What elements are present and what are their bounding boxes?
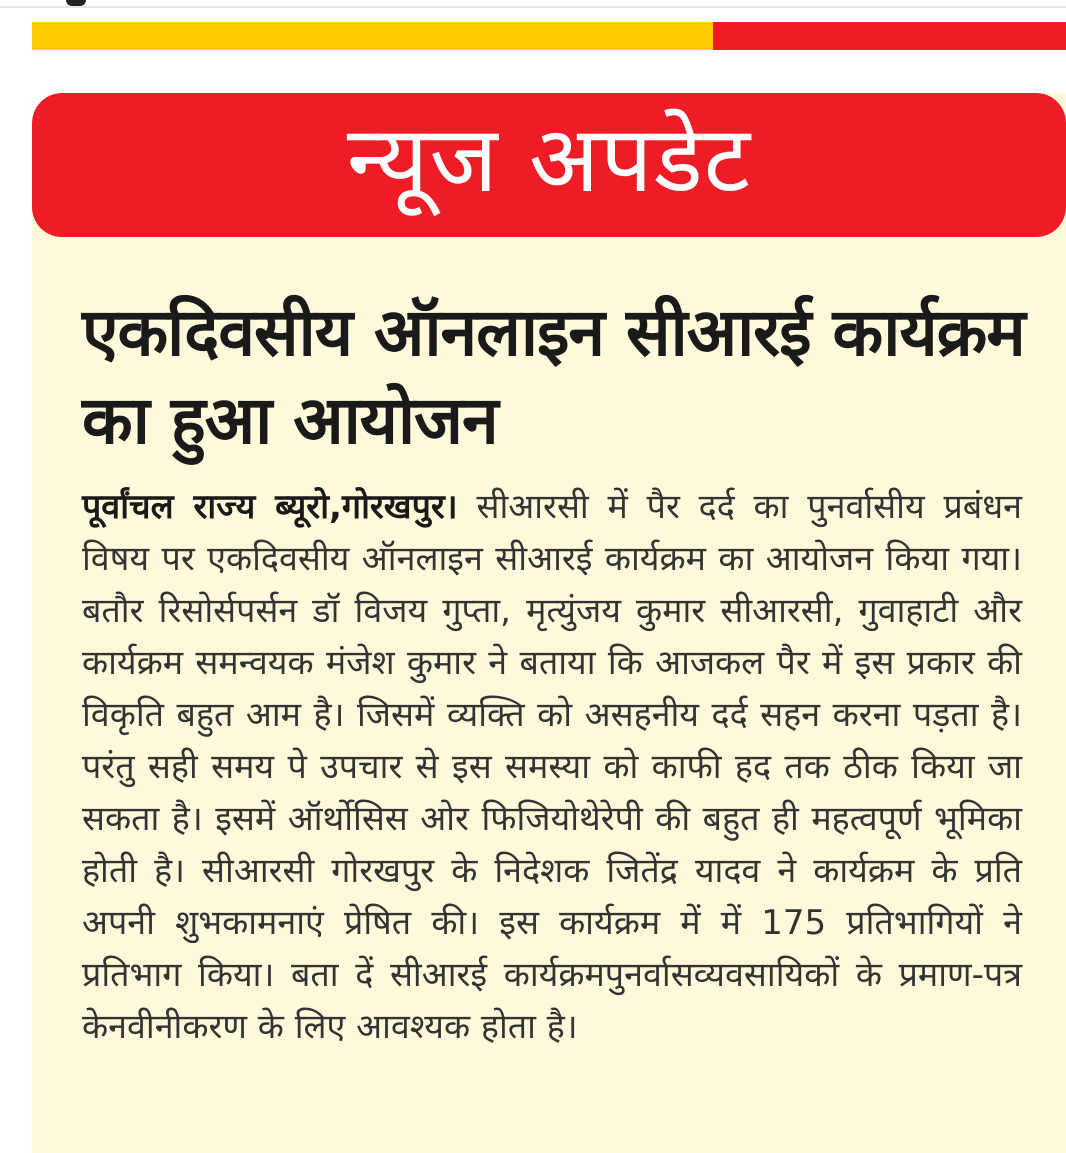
top-divider [0, 6, 1066, 8]
section-title: न्यूज अपडेट [346, 106, 752, 213]
header-stripe-red [713, 22, 1066, 50]
article-headline: एकदिवसीय ऑनलाइन सीआरई कार्यक्रम का हुआ आयोजन [82, 294, 1025, 459]
article-body [82, 481, 1022, 1053]
cropped-masthead-fragment [62, 0, 92, 12]
article-dateline: पूर्वांचल राज्य ब्यूरो,गोरखपुर। [82, 487, 458, 527]
article-text: सीआरसी में पैर दर्द का पुनर्वासीय प्रबंधन विषय पर एकदिवसीय ऑनलाइन सीआरई कार्यक्रम का आयोजन किया गया। बतौर रिसोर्सपर्सन डॉ विजय गुप्ता, मृत्युंजय कुमार सीआरसी, गुवाहाटी और कार्यक्रम समन्वयक मंजेश कुमार ने बताया कि आजकल पैर में इस प्रकार की विकृति बहुत आम है। जिसमें व्यक्ति को असहनीय दर्द सहन करना पड़ता है। परंतु सही समय पे उपचार से इस समस्या को काफी हद तक ठीक किया जा सकता है। इसमें ऑर्थोसिस ओर फिजियोथेरेपी की बहुत ही महत्वपूर्ण भूमिका होती है। सीआरसी गोरखपुर के निदेशक जितेंद्र यादव ने कार्यक्रम के प्रति अपनी शुभकामनाएं प्रेषित की। इस कार्यक्रम में में 175 प्रतिभागियों ने प्रतिभाग किया। बता दें सीआरई कार्यक्रमपुनर्वासव्यवसायिकों के प्रमाण-पत्र केनवीनीकरण के लिए आवश्यक होता है। [82, 487, 1022, 1047]
news-card [32, 93, 1066, 1153]
header-stripe-yellow [32, 22, 713, 50]
section-banner [32, 93, 1066, 237]
